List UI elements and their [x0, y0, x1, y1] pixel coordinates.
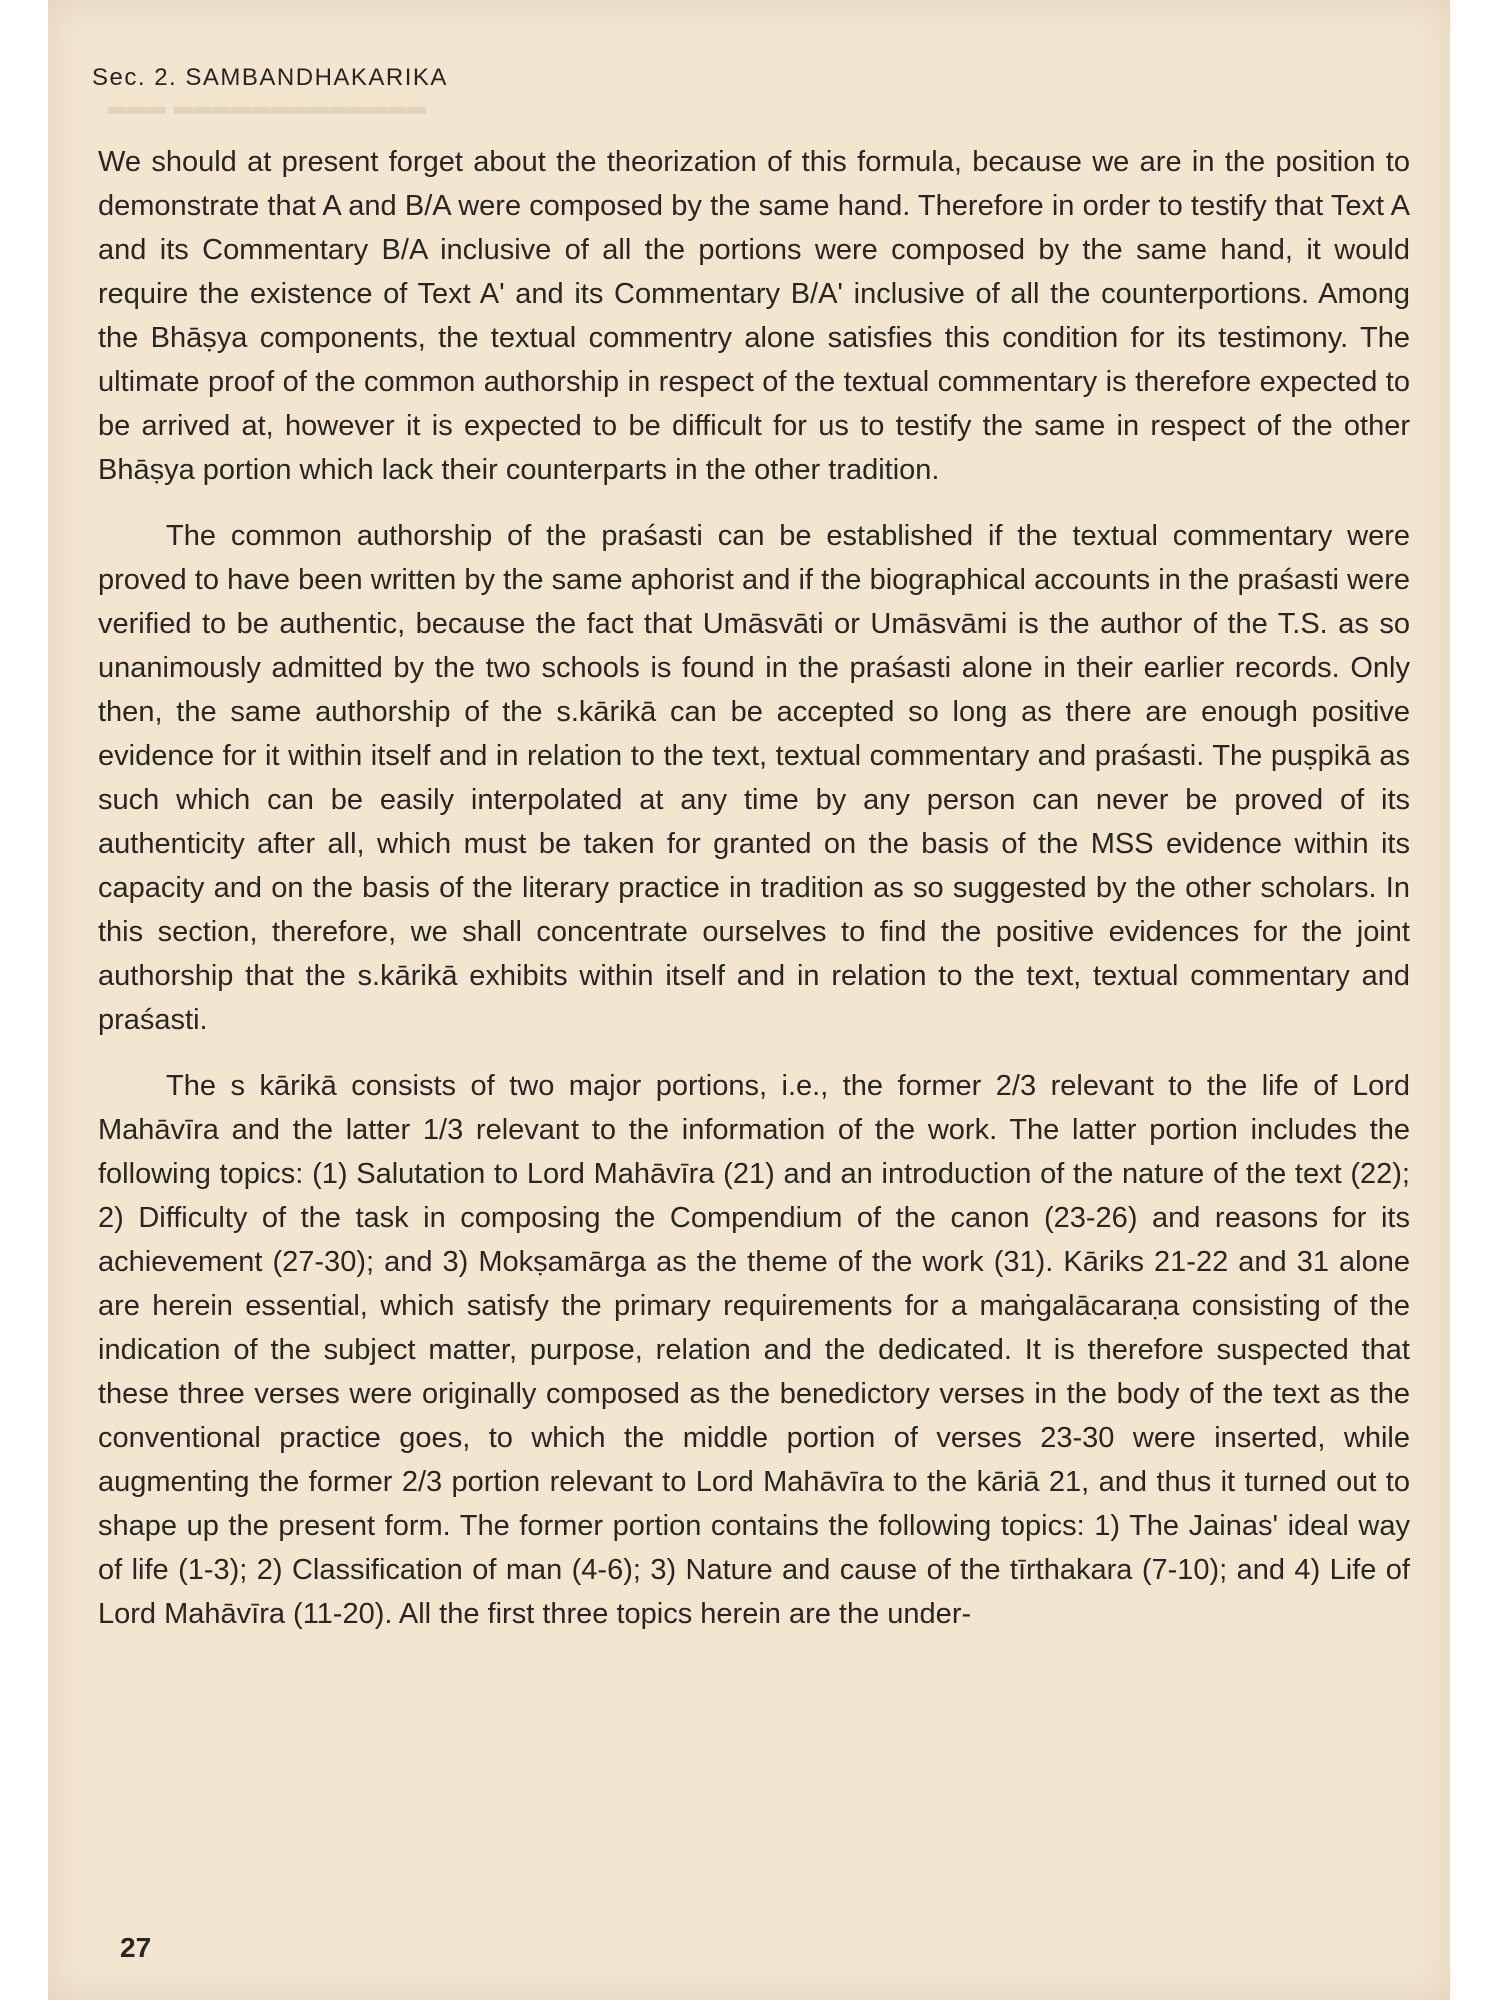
show-through-decoration: ▂▂▂ ▂▂▂▂▂▂▂▂▂▂▂▂▂	[108, 87, 427, 114]
paragraph-1: We should at present forget about the theorization of this formula, because we are in the position to demonstrate that A and B/A were composed by the same hand. Therefore in order to testify that Text A and its Commentary B/A inclusive of all the portions were composed by the same hand, it would require the existence of Text A' and its Commentary B/A' inclusive of all the counterportions. Among the Bhāṣya components, the textual commentry alone satisfies this condition for its testimony. The ultimate proof of the common authorship in respect of the textual commentary is therefore expected to be arrived at, however it is expected to be difficult for us to testify the same in respect of the other Bhāṣya portion which lack their counterparts in the other tradition.	[98, 146, 1410, 486]
paragraph-2: The common authorship of the praśasti can be established if the textual commentary were proved to have been written by the same aphorist and if the biographical accounts in the praśasti were verified to be authentic, because the fact that Umāsvāti or Umāsvāmi is the author of the T.S. as so unanimously admitted by the two schools is found in the praśasti alone in their earlier records. Only then, the same authorship of the s.kārikā can be accepted so long as there are enough positive evidence for it within itself and in relation to the text, textual commentary and praśasti. The puṣpikā as such which can be easily interpolated at any time by any person can never be proved of its authenticity after all, which must be taken for granted on the basis of the MSS evidence within its capacity and on the basis of the literary practice in tradition as so suggested by the other scholars. In this section, therefore, we shall concentrate ourselves to find the positive evidences for the joint authorship that the s.kārikā exhibits within itself and in relation to the text, textual commentary and praśasti.	[98, 520, 1410, 1036]
running-head: Sec. 2. SAMBANDHAKARIKA	[92, 64, 448, 91]
page-number: 27	[120, 1932, 152, 1963]
paragraph-3: The s kārikā consists of two major portions, i.e., the former 2/3 relevant to the life of Lord Mahāvīra and the latter 1/3 relevant to the information of the work. The latter portion includes the following topics: (1) Salutation to Lord Mahāvīra (21) and an introduction of the nature of the text (22); 2) Difficulty of the task in composing the Compendium of the canon (23-26) and reasons for its achievement (27-30); and 3) Mokṣamārga as the theme of the work (31). Kāriks 21-22 and 31 alone are herein essential, which satisfy the primary requirements for a maṅgalācaraṇa consisting of the indication of the subject matter, purpose, relation and the dedicated. It is therefore suspected that these three verses were originally composed as the benedictory verses in the body of the text as the conventional practice goes, to which the middle portion of verses 23-30 were inserted, while augmenting the former 2/3 portion relevant to Lord Mahāvīra to the kāriā 21, and thus it turned out to shape up the present form. The former portion contains the following topics: 1) The Jainas' ideal way of life (1-3); 2) Classification of man (4-6); 3) Nature and cause of the tīrthakara (7-10); and 4) Life of Lord Mahāvīra (11-20). All the first three topics herein are the under-	[98, 1070, 1410, 1630]
body-text	[98, 140, 1410, 1636]
